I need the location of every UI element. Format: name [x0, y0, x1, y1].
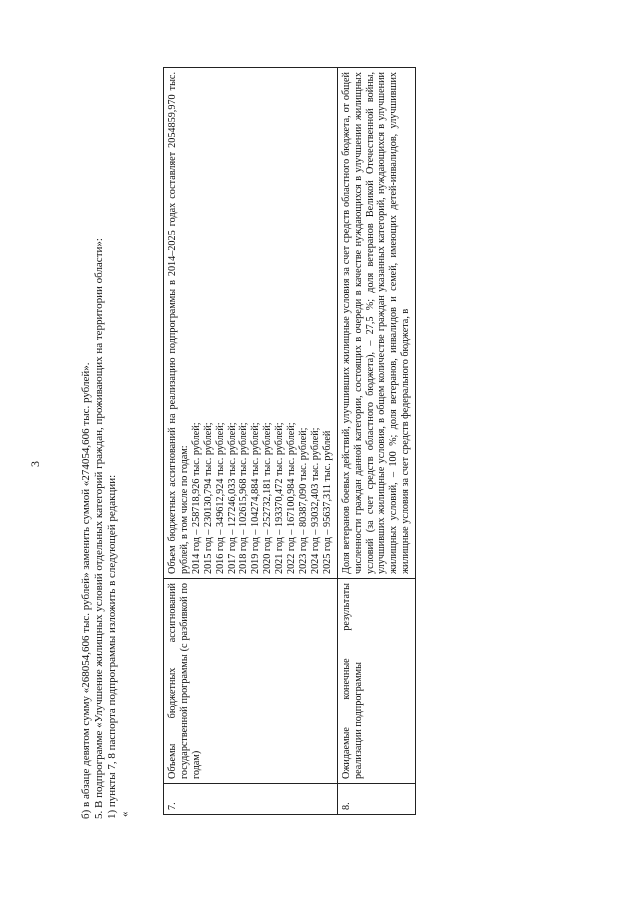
row-value: Доля ветеранов боевых действий, улучшивших жилищные условия за счет средств областного бюджета, от общей численности граждан данной категории, состоящих в очереди в качестве нуждающихся в улучшении жилищных условий (за счет средств областного бюджета), – 27,5 %; доля ветеранов Великой Отечественной войны, улучшивших жилищные условия, в общем количестве граждан указанных категорий, нуждающихся в улучшении жилищных условий, – 100 %; доля ветеранов, инвалидов и семей, имеющих детей-инвалидов, улучшивших жилищные условия за счет средств федерального бюджета, в	[337, 68, 415, 579]
year-line: 2020 год – 252732,181 тыс. рублей;	[262, 422, 274, 574]
year-line: 2015 год – 230130,794 тыс. рублей;	[202, 422, 214, 574]
year-line: 2023 год – 80387,090 тыс. рублей;	[297, 427, 309, 574]
passport-table	[163, 67, 416, 815]
intro-line-2: 5. В подпрограмме «Улучшение жилищных условий отдельных категорий граждан, проживающих на территории области»:	[93, 238, 106, 819]
row-label: Ожидаемые конечные результаты реализации подпрограммы	[337, 579, 415, 784]
row-value	[164, 68, 338, 579]
table-row	[337, 68, 415, 815]
intro-line-3: 1) пункты 7, 8 паспорта подпрограммы изложить в следующей редакции:	[106, 474, 119, 819]
table-row	[164, 68, 338, 815]
row-number: 7.	[164, 784, 338, 815]
page-number: 3	[28, 461, 42, 467]
year-line: 2016 год – 349612,924 тыс. рублей;	[214, 422, 226, 574]
year-line: 2014 год – 258718,926 тыс. рублей;	[190, 422, 202, 574]
row-number: 8.	[337, 784, 415, 815]
year-line: 2025 год – 95637,311 тыс. рублей	[321, 430, 333, 574]
year-line: 2018 год – 102615,968 тыс. рублей;	[238, 422, 250, 574]
year-line: 2021 год – 193370,472 тыс. рублей;	[274, 422, 286, 574]
funding-lead: Объем бюджетных ассигнований на реализацию подпрограммы в 2014–2025 годах составляет 2054859,970 тыс. рублей, в том числе по годам:	[167, 72, 190, 574]
year-line: 2017 год – 127246,033 тыс. рублей;	[226, 422, 238, 574]
intro-text	[80, 55, 130, 835]
open-quote: «	[118, 811, 131, 817]
row-label: Объемы бюджетных ассигнований государственной программы (с разбивкой по годам)	[164, 579, 338, 784]
year-line: 2024 год – 93032,403 тыс. рублей;	[309, 427, 321, 574]
intro-line-1: б) в абзаце девятом сумму «268054,606 тыс. рублей» заменить суммой «274054,606 тыс. рублей».	[80, 362, 92, 819]
year-line: 2022 год – 167100,984 тыс. рублей;	[286, 422, 298, 574]
year-line: 2019 год – 104274,884 тыс. рублей;	[250, 422, 262, 574]
